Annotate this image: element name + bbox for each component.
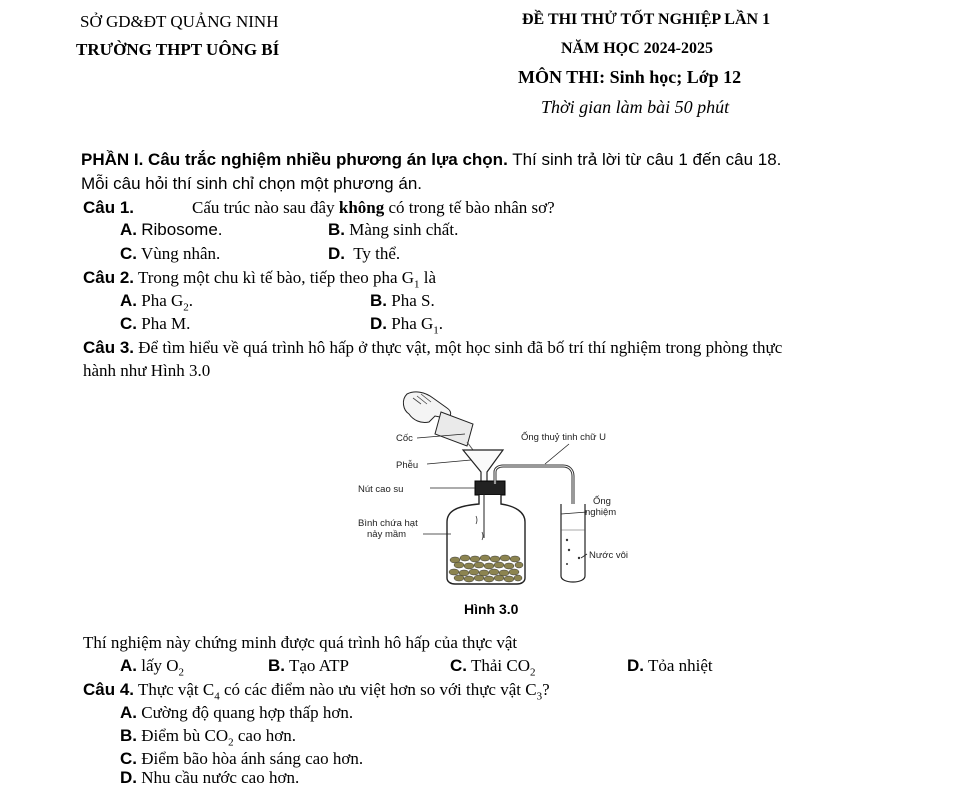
q1-option-a[interactable] <box>120 220 223 240</box>
q3-option-c[interactable] <box>450 656 536 679</box>
option-text: Màng sinh chất. <box>349 220 459 239</box>
question-1 <box>83 198 555 218</box>
q4-option-d[interactable] <box>120 768 299 788</box>
option-text: Tỏa nhiệt <box>647 656 713 675</box>
option-label: D. <box>370 314 387 333</box>
test-tube-icon <box>561 504 585 582</box>
question-3-text: Để tìm hiểu về quá trình hô hấp ở thực vật, một học sinh đã bố trí thí nghiệm trong phòng thực <box>134 338 783 357</box>
label-test-tube-1: Ống <box>593 496 611 507</box>
option-text: lấy O <box>141 656 179 675</box>
department-name: SỞ GD&ĐT QUẢNG NINH <box>80 12 279 31</box>
question-4-text: Thực vật C <box>134 680 215 699</box>
question-3-label: Câu 3. <box>83 338 135 357</box>
option-label: A. <box>120 291 137 310</box>
label-u-tube: Ống thuỷ tinh chữ U <box>521 432 607 443</box>
q3-option-a[interactable] <box>120 656 185 679</box>
subscript: 1 <box>433 324 439 337</box>
question-3-text-2: hành như Hình 3.0 <box>83 361 211 380</box>
q1-option-b[interactable] <box>328 220 458 240</box>
option-label: D. <box>328 244 345 263</box>
time-limit: Thời gian làm bài 50 phút <box>541 97 730 117</box>
option-text: Nhu cầu nước cao hơn. <box>141 768 300 787</box>
question-1-emphasis: không <box>338 198 385 217</box>
question-2-text: Trong một chu kì tế bào, tiếp theo pha G <box>134 268 415 287</box>
option-label: C. <box>120 244 137 263</box>
label-limewater: Nước vôi <box>589 550 628 561</box>
option-label: D. <box>627 656 644 675</box>
question-1-label: Câu 1. <box>83 198 135 217</box>
section-heading <box>81 150 781 170</box>
option-text: Ribosome. <box>141 220 223 239</box>
question-2-text-end: là <box>419 268 437 287</box>
question-2 <box>83 268 437 291</box>
school-year: NĂM HỌC 2024-2025 <box>561 40 713 57</box>
option-text: Pha G <box>141 291 184 310</box>
subscript: 2 <box>183 301 189 314</box>
option-label: B. <box>120 726 137 745</box>
figure-caption: Hình 3.0 <box>464 601 519 617</box>
label-flask-1: Bình chứa hạt <box>358 518 418 529</box>
option-text: Điểm bù CO <box>141 726 229 745</box>
question-3 <box>83 338 782 358</box>
subscript: 1 <box>414 278 420 291</box>
exam-title: ĐỀ THI THỬ TỐT NGHIỆP LẦN 1 <box>522 11 771 28</box>
question-1-text: Cấu trúc nào sau đây <box>192 198 339 217</box>
option-text: Ty thể. <box>353 244 401 263</box>
option-label: B. <box>268 656 285 675</box>
option-label: A. <box>120 656 137 675</box>
question-4-text-mid: có các điểm nào ưu việt hơn so với thực vật C <box>219 680 537 699</box>
section-instruction-2: Mỗi câu hỏi thí sinh chỉ chọn một phương án. <box>81 174 422 193</box>
question-4 <box>83 680 550 703</box>
label-flask-2: nảy mầm <box>367 529 407 540</box>
subscript: 2 <box>228 736 234 749</box>
question-1-text-end: có trong tế bào nhân sơ? <box>384 198 555 217</box>
q2-option-b[interactable] <box>370 291 435 311</box>
q3-option-b[interactable] <box>268 656 349 676</box>
question-3-stem: Thí nghiệm này chứng minh được quá trình hô hấp của thực vật <box>83 633 518 652</box>
q4-option-a[interactable] <box>120 703 353 723</box>
subscript: 4 <box>214 690 220 703</box>
q2-option-d[interactable] <box>370 314 444 337</box>
option-label: C. <box>120 749 137 768</box>
subscript: 2 <box>178 666 185 679</box>
option-text: Pha M. <box>141 314 191 333</box>
question-4-label: Câu 4. <box>83 680 135 699</box>
subscript: 3 <box>536 690 543 703</box>
option-label: A. <box>120 703 137 722</box>
section-instruction: Thí sinh trả lời từ câu 1 đến câu 18. <box>507 150 782 169</box>
option-text: Pha G <box>391 314 434 333</box>
q4-option-c[interactable] <box>120 749 363 769</box>
respiration-experiment-figure <box>355 388 645 588</box>
subscript: 2 <box>529 666 536 679</box>
option-label: B. <box>328 220 345 239</box>
q2-option-c[interactable] <box>120 314 190 334</box>
question-4-text-end: ? <box>542 680 550 699</box>
option-text: Pha S. <box>391 291 435 310</box>
option-text-end: cao hơn. <box>233 726 296 745</box>
q3-option-d[interactable] <box>627 656 713 676</box>
option-label: A. <box>120 220 137 239</box>
q4-option-b[interactable] <box>120 726 296 749</box>
option-text: Cường độ quang hợp thấp hơn. <box>141 703 354 722</box>
section-title: PHẦN I. Câu trắc nghiệm nhiều phương án lựa chọn. <box>81 150 508 169</box>
q1-option-c[interactable] <box>120 244 220 264</box>
option-label: B. <box>370 291 387 310</box>
label-cup: Cốc <box>396 433 413 444</box>
question-2-label: Câu 2. <box>83 268 135 287</box>
option-label: C. <box>450 656 467 675</box>
option-label: C. <box>120 314 137 333</box>
option-text: Điểm bão hòa ánh sáng cao hơn. <box>141 749 364 768</box>
subject-line: MÔN THI: Sinh học; Lớp 12 <box>518 67 742 87</box>
label-funnel: Phễu <box>396 460 419 471</box>
option-text-end: . <box>438 314 444 333</box>
school-name: TRƯỜNG THPT UÔNG BÍ <box>76 40 280 59</box>
q1-option-d[interactable] <box>328 244 400 264</box>
label-stopper: Nút cao su <box>358 484 404 495</box>
option-text: Thải CO <box>470 656 530 675</box>
option-text: Vùng nhân. <box>140 244 221 263</box>
option-label: D. <box>120 768 137 787</box>
q2-option-a[interactable] <box>120 291 194 314</box>
option-text-end: . <box>188 291 194 310</box>
label-test-tube-2: nghiệm <box>585 507 617 518</box>
option-text: Tạo ATP <box>288 656 349 675</box>
